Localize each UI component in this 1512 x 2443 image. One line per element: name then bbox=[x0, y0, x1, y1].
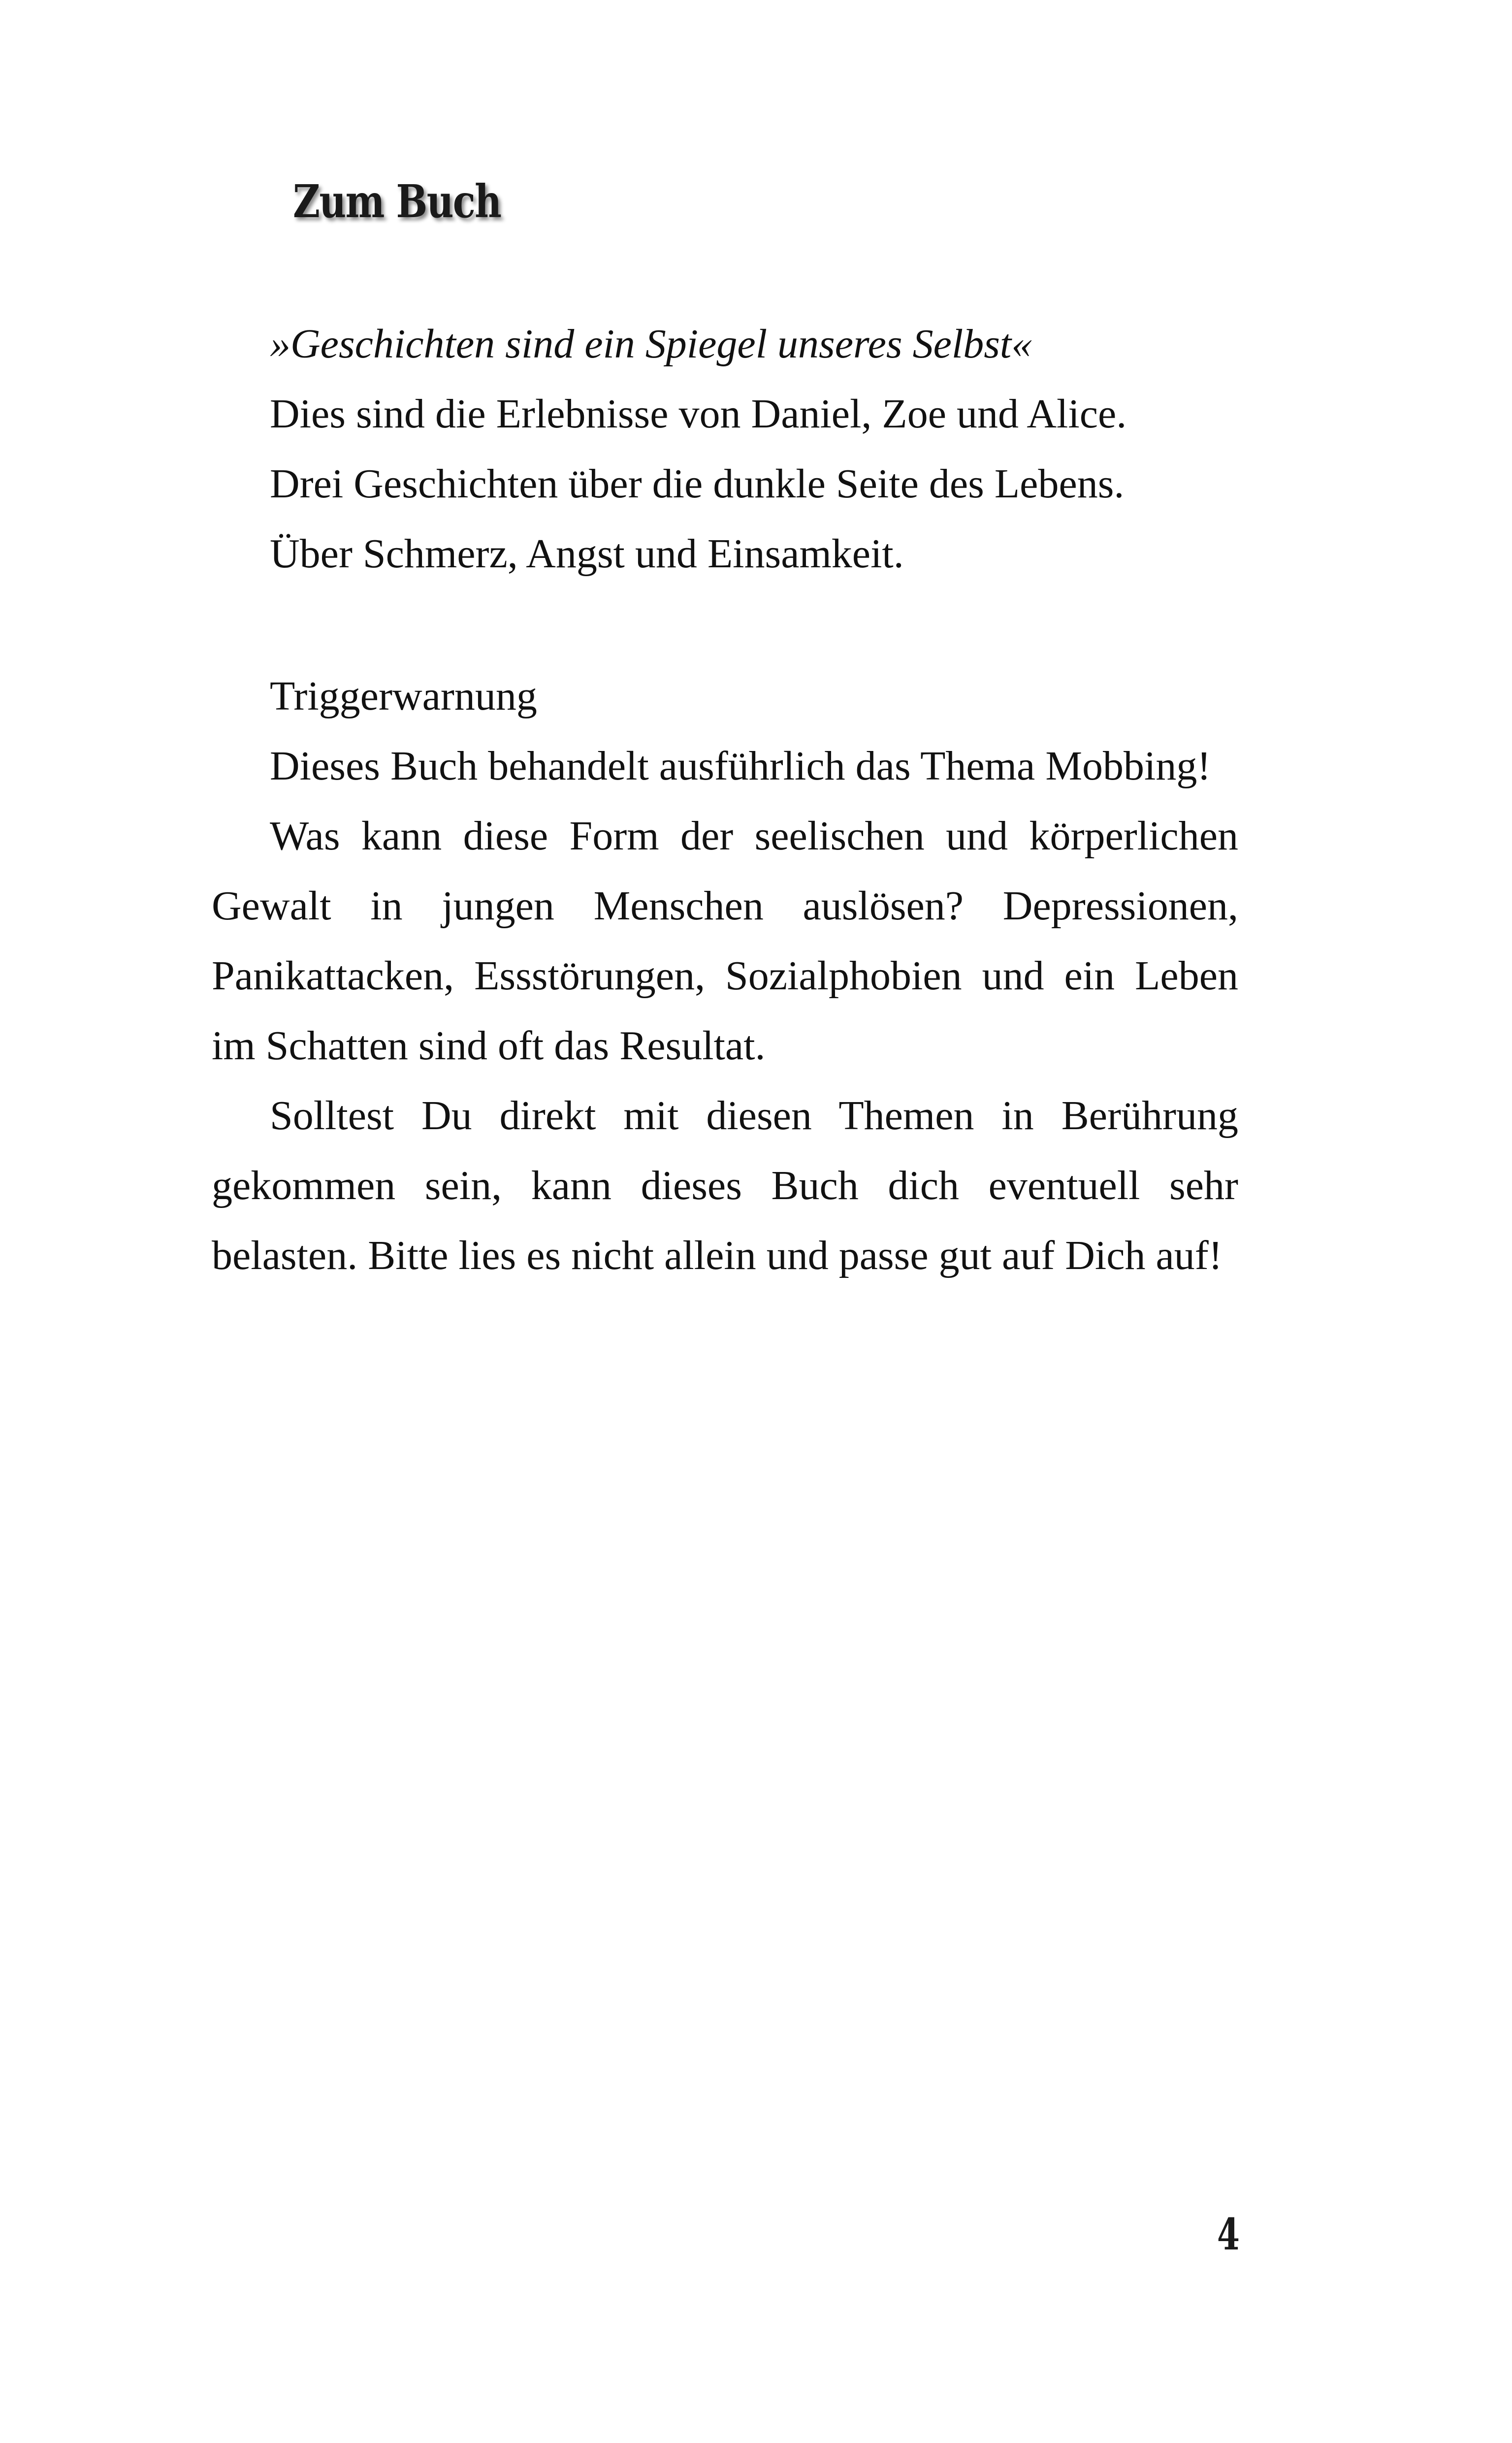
intro-line: Über Schmerz, Angst und Einsamkeit. bbox=[270, 531, 904, 577]
intro-line: Drei Geschichten über die dunkle Seite des Lebens. bbox=[270, 461, 1125, 507]
intro-quote: »Geschichten sind ein Spiegel unseres Selbst« bbox=[270, 321, 1032, 367]
body-paragraph: Dieses Buch behandelt ausführlich das Thema Mobbing! bbox=[270, 743, 1211, 789]
trigger-warning-label: Triggerwarnung bbox=[270, 673, 537, 719]
intro-block bbox=[270, 309, 1255, 589]
page-heading: Zum Buch bbox=[293, 175, 501, 228]
trigger-warning-section bbox=[212, 661, 1238, 1291]
body-paragraph: Solltest Du direkt mit diesen Themen in Berührung gekommen sein, kann dieses Buch dich eventuell sehr belasten. Bitte lies es nicht allein und passe gut auf Dich auf! bbox=[212, 1093, 1238, 1278]
body-paragraph: Was kann diese Form der seelischen und körperlichen Gewalt in jungen Menschen auslösen? Depressionen, Panikattacken, Essstörungen, Sozialphobien und ein Leben im Schatten sind oft das Resultat. bbox=[212, 813, 1238, 1069]
intro-line: Dies sind die Erlebnisse von Daniel, Zoe und Alice. bbox=[270, 391, 1127, 437]
page-number: 4 bbox=[1217, 2209, 1240, 2260]
